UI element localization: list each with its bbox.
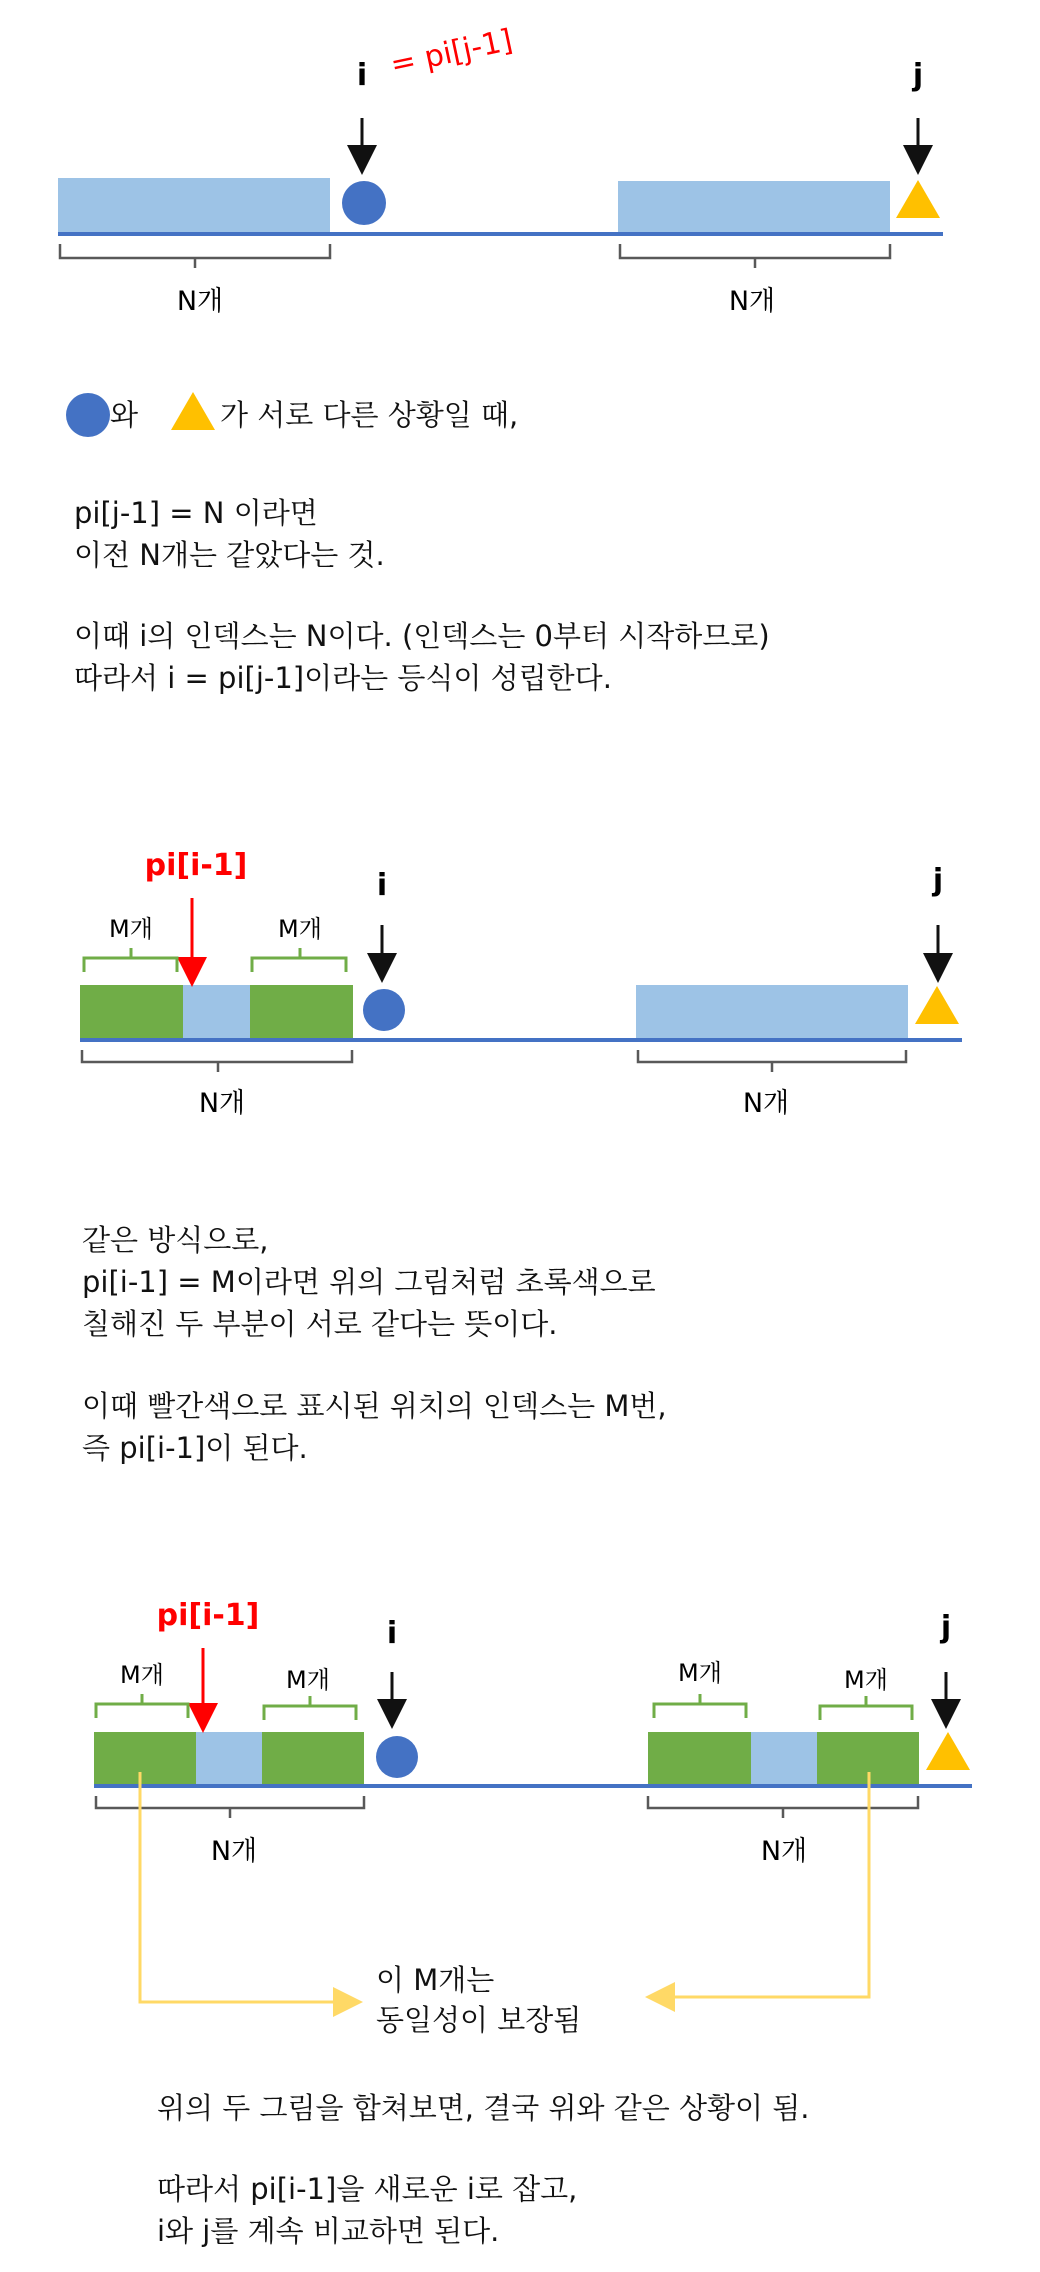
brace-right: [638, 1050, 906, 1072]
green-block-2: [262, 1732, 364, 1785]
brace-right: [648, 1796, 918, 1818]
m-right: M개: [278, 915, 322, 943]
count-right: N개: [728, 286, 776, 317]
para1-line1: pi[j-1] = N 이라면: [74, 496, 318, 530]
blue-circle: [342, 181, 386, 225]
m-brace-left: [84, 948, 177, 972]
suffix-block: [618, 181, 890, 233]
para2-line4: 이때 빨간색으로 표시된 위치의 인덱스는 M번,: [82, 1389, 667, 1423]
red-label: pi[i-1]: [156, 1598, 260, 1633]
pointer-j: j: [912, 58, 924, 93]
m-label-1: M개: [120, 1661, 164, 1689]
m-brace-1: [96, 1694, 188, 1718]
brace-left: [82, 1050, 352, 1072]
para1-line3: 이때 i의 인덱스는 N이다. (인덱스는 0부터 시작하므로): [74, 619, 770, 653]
same-note-line1: 이 M개는: [376, 1963, 495, 1997]
brace-left: [60, 244, 330, 268]
para1-line4: 따라서 i = pi[j-1]이라는 등식이 성립한다.: [74, 661, 612, 695]
same-note-line2: 동일성이 보장됨: [376, 2003, 582, 2037]
count-left: N개: [198, 1088, 246, 1119]
m-label-2: M개: [286, 1666, 330, 1694]
pointer-i: i: [386, 1616, 398, 1651]
suffix-block: [636, 985, 908, 1039]
pointer-j: j: [932, 863, 944, 898]
para3-line3: i와 j를 계속 비교하면 된다.: [157, 2214, 500, 2248]
yellow-triangle: [915, 986, 959, 1024]
para1-line2: 이전 N개는 같았다는 것.: [74, 538, 385, 572]
m-brace-right: [252, 948, 346, 972]
yellow-connector-left: [140, 1772, 348, 2002]
para3-line1: 위의 두 그림을 합쳐보면, 결국 위와 같은 상황이 됨.: [157, 2091, 810, 2125]
pointer-j: j: [940, 1610, 952, 1645]
para2-line2: pi[i-1] = M이라면 위의 그림처럼 초록색으로: [82, 1265, 656, 1299]
m-brace-4: [820, 1696, 912, 1720]
blue-gap: [183, 985, 250, 1039]
blue-gap-2: [751, 1732, 817, 1785]
yellow-triangle: [926, 1732, 970, 1770]
pointer-i: i: [376, 868, 388, 903]
green-block-1: [94, 1732, 196, 1785]
count-right: N개: [760, 1836, 808, 1867]
legend-wa: 와: [110, 398, 139, 432]
count-left: N개: [176, 286, 224, 317]
m-label-3: M개: [678, 1659, 722, 1687]
figure-3: [94, 1598, 972, 2002]
para3-line2: 따라서 pi[i-1]을 새로운 i로 잡고,: [157, 2172, 578, 2206]
yellow-connector-right: [660, 1772, 869, 1997]
blue-circle: [376, 1736, 418, 1778]
para2-line3: 칠해진 두 부분이 서로 같다는 뜻이다.: [82, 1307, 558, 1341]
blue-circle: [363, 989, 405, 1031]
green-block-1: [80, 985, 183, 1039]
m-brace-2: [264, 1696, 356, 1720]
para2-line1: 같은 방식으로,: [82, 1223, 269, 1257]
count-right: N개: [742, 1088, 790, 1119]
m-brace-3: [654, 1694, 746, 1718]
blue-gap-1: [196, 1732, 262, 1785]
legend-description: 가 서로 다른 상황일 때,: [220, 398, 519, 432]
m-left: M개: [109, 915, 153, 943]
m-label-4: M개: [844, 1666, 888, 1694]
green-block-2: [250, 985, 353, 1039]
para2-line5: 즉 pi[i-1]이 된다.: [82, 1431, 308, 1465]
prefix-block: [58, 178, 330, 233]
red-label: pi[i-1]: [144, 848, 248, 883]
figure-2: [80, 848, 962, 1119]
brace-right: [620, 244, 890, 268]
green-block-3: [648, 1732, 751, 1785]
pointer-i: i: [356, 58, 368, 93]
legend-circle: [66, 393, 110, 437]
red-note: = pi[j-1]: [387, 22, 516, 83]
figure-1: [58, 23, 943, 317]
yellow-triangle: [896, 180, 940, 218]
count-left: N개: [210, 1836, 258, 1867]
legend-triangle: [171, 392, 215, 430]
brace-left: [96, 1796, 364, 1818]
